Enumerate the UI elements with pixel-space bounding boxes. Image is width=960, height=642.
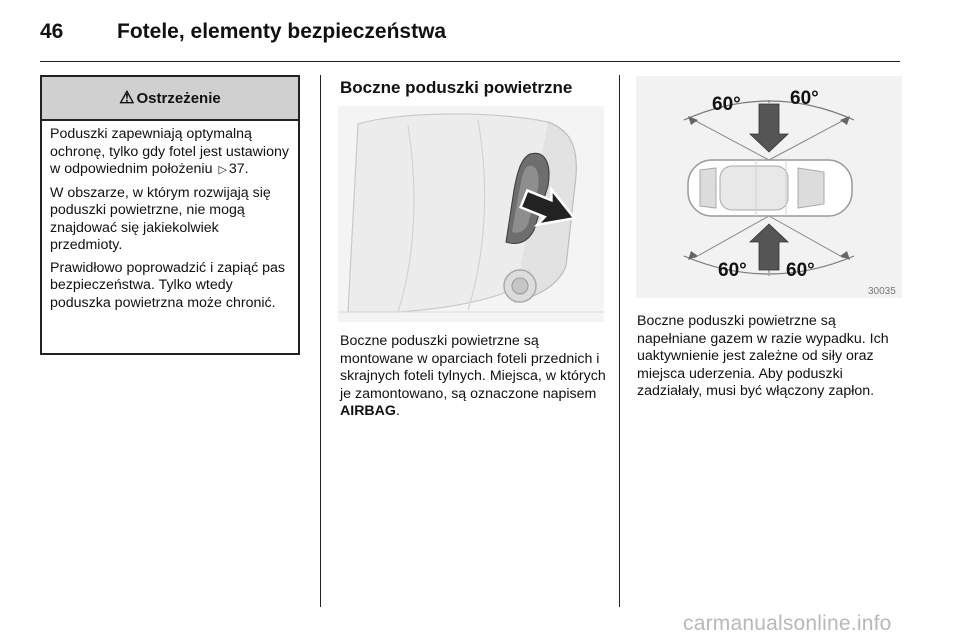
page-title: Fotele, elementy bezpieczeństwa [117,20,447,43]
section-title: Boczne poduszki powietrzne [340,78,573,97]
section-body-col3: Boczne poduszki powietrzne są napełniane gazem w razie wypadku. Ich uaktywnienie jest zależne od siły oraz miejsca uderzenia. Aby poduszki zadziałały, musi być włączony zapłon. [637,313,889,399]
warning-p1-ref[interactable]: 37. [228,161,249,177]
figure-id: 30035 [868,286,896,297]
warning-title: Ostrzeżenie [136,89,221,107]
seat-airbag-illustration [338,106,604,322]
angle-label-top-left: 60° [712,94,741,115]
section-body-col2 [340,333,606,421]
col2-text: Boczne poduszki powietrzne są montowane w oparciach foteli przednich i skrajnych foteli tylnych. Miejsca, w których je zamontowano, są oznaczone napisem [340,333,606,402]
warning-header [42,77,298,121]
col2-end: . [395,403,400,419]
angle-label-bottom-right: 60° [786,260,815,281]
angle-label-bottom-left: 60° [718,260,747,281]
header-rule [40,61,900,62]
cross-reference-arrow-icon[interactable]: ▷ [218,164,227,176]
warning-p1-text: Poduszki zapewniają optymalną ochronę, tylko gdy fotel jest ustawiony w odpowiednim położeniu [50,126,289,177]
warning-paragraph-1 [50,126,290,180]
watermark: carmanualsonline.info [683,612,892,635]
warning-triangle-icon: ⚠ [119,88,135,107]
warning-box [40,75,300,355]
column-divider [619,75,620,607]
angle-label-top-right: 60° [790,88,819,109]
warning-body [42,121,298,312]
warning-paragraph-3: Prawidłowo poprowadzić i zapiąć pas bezpieczeństwa. Tylko wtedy poduszka powietrzna może chronić. [50,259,286,311]
airbag-deployment-angle-diagram [636,76,902,298]
page-number: 46 [40,20,64,43]
airbag-label: AIRBAG [340,403,396,419]
warning-paragraph-2: W obszarze, w którym rozwijają się poduszki powietrzne, nie mogą znajdować się jakiekolwiek przedmioty. [50,184,271,253]
column-divider [320,75,321,607]
